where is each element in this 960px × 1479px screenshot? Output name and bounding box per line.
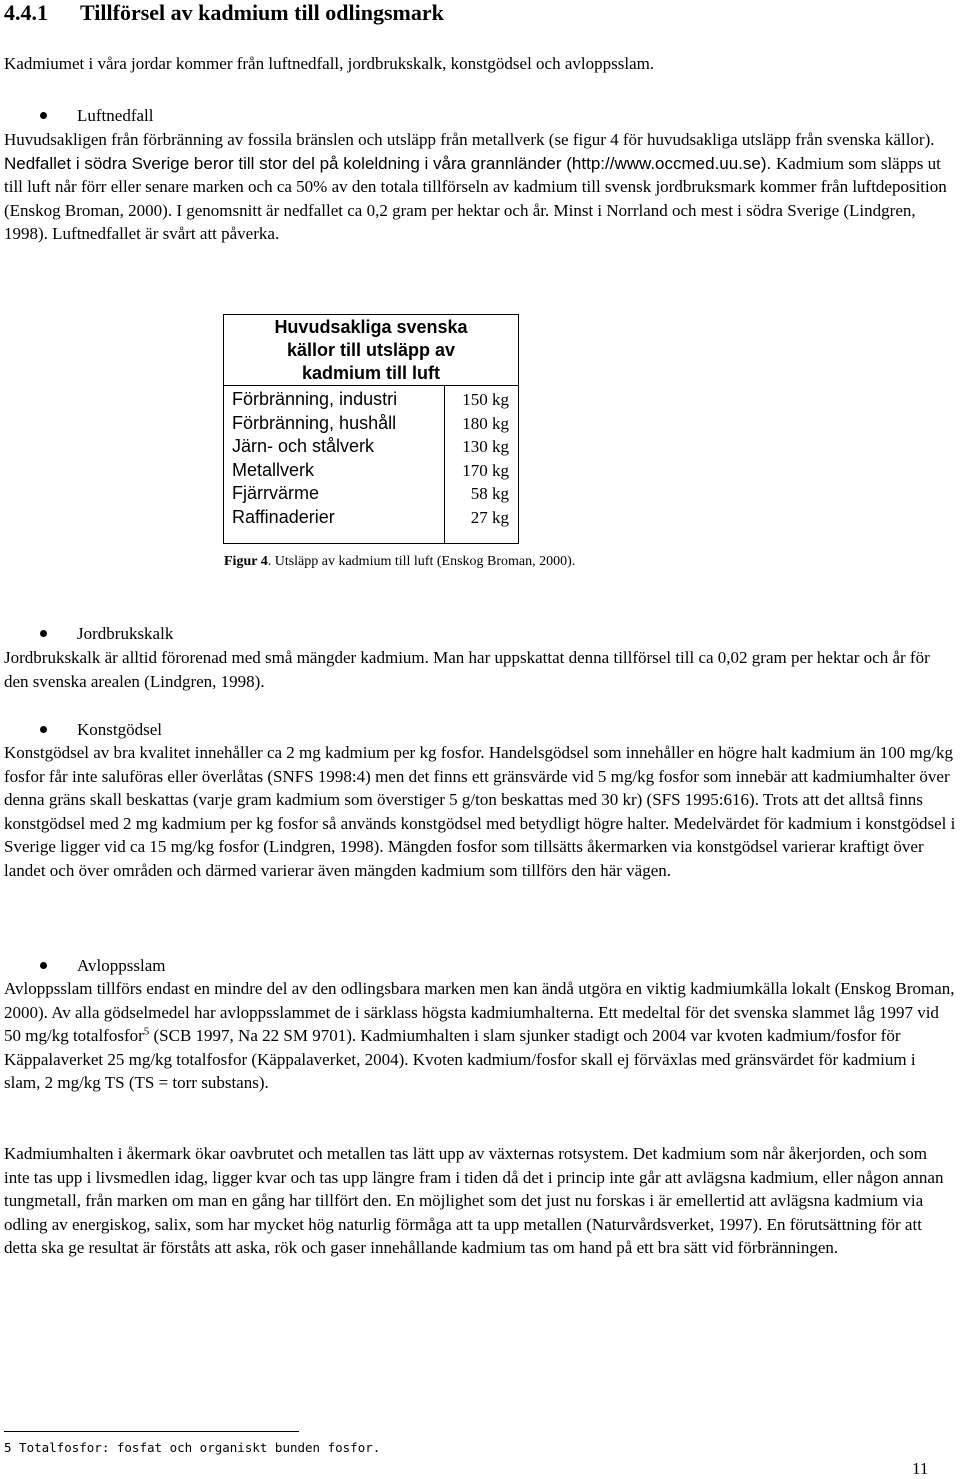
- table-body: [224, 388, 518, 530]
- caption-text: . Utsläpp av kadmium till luft (Enskog Broman, 2000).: [267, 554, 576, 569]
- bullet-label: Jordbrukskalk: [77, 624, 174, 643]
- bullet-icon: [40, 630, 47, 637]
- row-value: 150 kg: [462, 390, 509, 409]
- figure-title-line: källor till utsläpp av: [286, 340, 456, 360]
- row-value: 130 kg: [462, 437, 509, 457]
- row-label: Raffinaderier: [232, 506, 335, 527]
- bullet-icon: [40, 962, 47, 969]
- figure-title-line: kadmium till luft: [301, 363, 440, 383]
- row-label: Fjärrvärme: [232, 483, 320, 504]
- bullet-luftnedfall: [40, 104, 153, 128]
- row-value: 27 kg: [470, 507, 509, 527]
- section-title: Tillförsel av kadmium till odlingsmark: [80, 0, 444, 25]
- figure-table: [223, 314, 519, 544]
- row-value: 58 kg: [470, 484, 509, 504]
- closing-paragraph: Kadmiumhalten i åkermark ökar oavbrutet och metallen tas lätt upp av växternas rotsystem. Det kadmium som når åkerjorden, och som inte tas upp i livsmedlen idag, ligger kvar och tas upp längre fram i tiden då det i princip inte går att avlägsna kadmium, eller någon annan tungmetall, från marken om man en gång har tillfört den. En möjlighet som det just nu forskas i är emellertid att avlägsna kadmium via odling av energiskog, salix, som har mycket hög naturlig förmåga att ta upp metallen (Naturvårdsverket, 1997). En förutsättning för att detta ska ge resultat är förståts att aska, rök och gaser innehållande kadmium tas om hand på ett bra sätt vid förbränningen.: [4, 1144, 944, 1258]
- row-label: Metallverk: [232, 459, 315, 480]
- figure-title-line: Huvudsakliga svenska: [274, 317, 468, 337]
- table-row: [224, 412, 518, 436]
- bullet-label: Avloppsslam: [77, 956, 166, 975]
- luftnedfall-text-2: Kadmium som släpps ut till luft når förr eller senare marken och ca 50% av den totala tillförseln av kadmium till svensk jordbruksmark kommer från luftdeposition (Enskog Broman, 2000). I genomsnitt är nedfallet ca 0,2 gram per hektar och år. Minst i Norrland och mest i södra Sverige (Lindgren, 1998). Luftnedfallet är svårt att påverka.: [4, 153, 947, 244]
- avloppsslam-text-1: Avloppsslam tillförs endast en mindre del av den odlingsbara marken men kan ändå utgöra en viktig kadmiumkälla lokalt (Enskog Broman, 2000). Av alla gödselmedel har avloppsslammet de i särklass högsta kadmiumhalterna. Ett medeltal för det svenska slammet låg 1997 vid 50 mg/kg totalfosfor: [4, 979, 955, 1046]
- luftnedfall-text-sans: Nedfallet i södra Sverige beror till stor del på koleldning i våra grannländer (http://www.occmed.uu.se).: [4, 153, 776, 173]
- row-label: Förbränning, industri: [232, 389, 398, 409]
- bullet-label: Luftnedfall: [77, 106, 154, 125]
- luftnedfall-paragraph: [4, 128, 956, 246]
- table-row: [224, 482, 518, 506]
- table-row: [224, 435, 518, 459]
- luftnedfall-text-1: Huvudsakligen från förbränning av fossila bränslen och utsläpp från metallverk (se figur 4 för huvudsakliga utsläpp från svenska källor).: [4, 130, 935, 149]
- page-number: 11: [912, 1459, 929, 1478]
- footnote: 5 Totalfosfor: fosfat och organiskt bunden fosfor.: [4, 1440, 381, 1455]
- section-heading: [4, 0, 444, 26]
- caption-label: Figur 4: [224, 554, 268, 569]
- figure-table-title: [224, 315, 518, 385]
- table-row: [224, 506, 518, 530]
- avloppsslam-paragraph: [4, 977, 956, 1095]
- bullet-konstgodsel: [40, 718, 162, 742]
- row-value: 170 kg: [462, 460, 509, 480]
- bullet-icon: [40, 726, 47, 733]
- bullet-jordbrukskalk: [40, 622, 173, 646]
- row-label: Järn- och stålverk: [232, 436, 375, 457]
- intro-paragraph: Kadmiumet i våra jordar kommer från luftnedfall, jordbrukskalk, konstgödsel och avloppsslam.: [4, 54, 655, 73]
- jordbrukskalk-paragraph: Jordbrukskalk är alltid förorenad med små mängder kadmium. Man har uppskattat denna tillförsel till ca 0,02 gram per hektar och år för den svenska arealen (Lindgren, 1998).: [4, 648, 930, 691]
- avloppsslam-text-2: (SCB 1997, Na 22 SM 9701). Kadmiumhalten i slam sjunker stadigt och 2004 var kvoten kadmium/fosfor för Käppalaverket 25 mg/kg totalfosfor (Käppalaverket, 2004). Kvoten kadmium/fosfor skall ej förväxlas med gränsvärdet för kadmium i slam, 2 mg/kg TS (TS = torr substans).: [4, 1026, 916, 1093]
- table-row: [224, 459, 518, 483]
- row-value: 180 kg: [462, 413, 509, 433]
- figure-caption: [224, 553, 575, 571]
- footnote-separator: [4, 1431, 299, 1432]
- bullet-icon: [40, 112, 47, 119]
- section-number: 4.4.1: [4, 0, 48, 25]
- table-row: [224, 388, 518, 412]
- bullet-avloppsslam: [40, 954, 165, 978]
- bullet-label: Konstgödsel: [77, 720, 162, 739]
- konstgodsel-paragraph: Konstgödsel av bra kvalitet innehåller ca 2 mg kadmium per kg fosfor. Handelsgödsel som innehåller en högre halt kadmium än 100 mg/kg fosfor får inte saluföras eller överlåtas (SNFS 1998:4) men det finns ett gränsvärde vid 5 mg/kg fosfor som innebär att kadmiumhalter över denna gräns skall beskattas (varje gram kadmium som överstiger 5 g/ton beskattas med 30 kr) (SFS 1995:616). Trots att det alltså finns konstgödsel med 2 mg kadmium per kg fosfor så används konstgödsel med betydligt högre halter. Medelvärdet för kadmium i konstgödsel i Sverige ligger vid ca 15 mg/kg fosfor (Lindgren, 1998). Mängden fosfor som tillsätts åkermarken via konstgödsel varierar kraftigt över landet och över områden och därmed varierar även mängden kadmium som tillförs den här vägen.: [4, 743, 956, 880]
- footnote-reference: 5: [143, 1025, 150, 1038]
- row-label: Förbränning, hushåll: [232, 412, 397, 433]
- table-divider-horizontal: [224, 385, 518, 386]
